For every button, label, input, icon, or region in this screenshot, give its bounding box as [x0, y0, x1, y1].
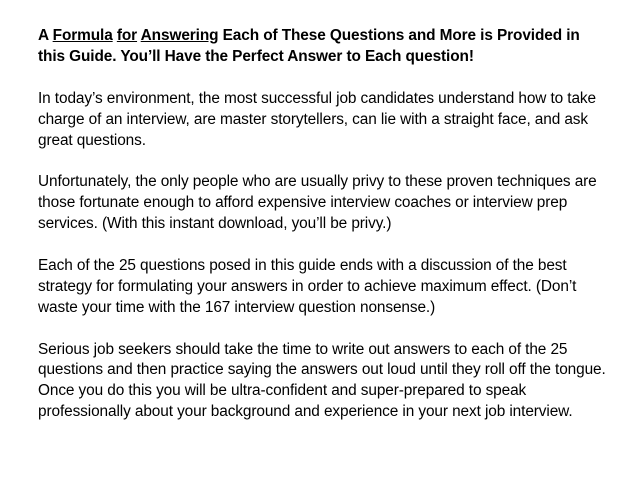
paragraph-questions: Each of the 25 questions posed in this guide ends with a discussion of the best strategy for formulating your answers in order to achieve maximum effect. (Don’t waste your time with the 167 interview question nonsense.) [38, 256, 577, 316]
heading [38, 26, 608, 68]
formula-link[interactable]: Formula [52, 27, 113, 44]
heading-word-a: A [38, 27, 49, 44]
for-link[interactable]: for [116, 27, 138, 44]
paragraph-privy: Unfortunately, the only people who are usually privy to these proven techniques are those fortunate enough to afford expensive interview coaches or interview prep services. (With this instant download, you’ll be privy.) [38, 173, 597, 233]
text-block [38, 26, 608, 423]
paragraph-environment: In today’s environment, the most successful job candidates understand how to take charge of an interview, are master storytellers, can lie with a straight face, and ask great questions. [38, 89, 596, 149]
paragraph-job-seekers: Serious job seekers should take the time to write out answers to each of the 25 questions and then practice saying the answers out loud until they roll off the tongue. Once you do this you will be ultra-confident and super-prepared to speak professionally about your background and experience in your next job interview. [38, 340, 606, 421]
heading-rest-line1: Each of These Questions and More is Provided in [222, 27, 580, 44]
answering-link[interactable]: Answering [140, 27, 219, 44]
heading-line2: this Guide. You’ll Have the Perfect Answer to Each question! [38, 47, 474, 65]
